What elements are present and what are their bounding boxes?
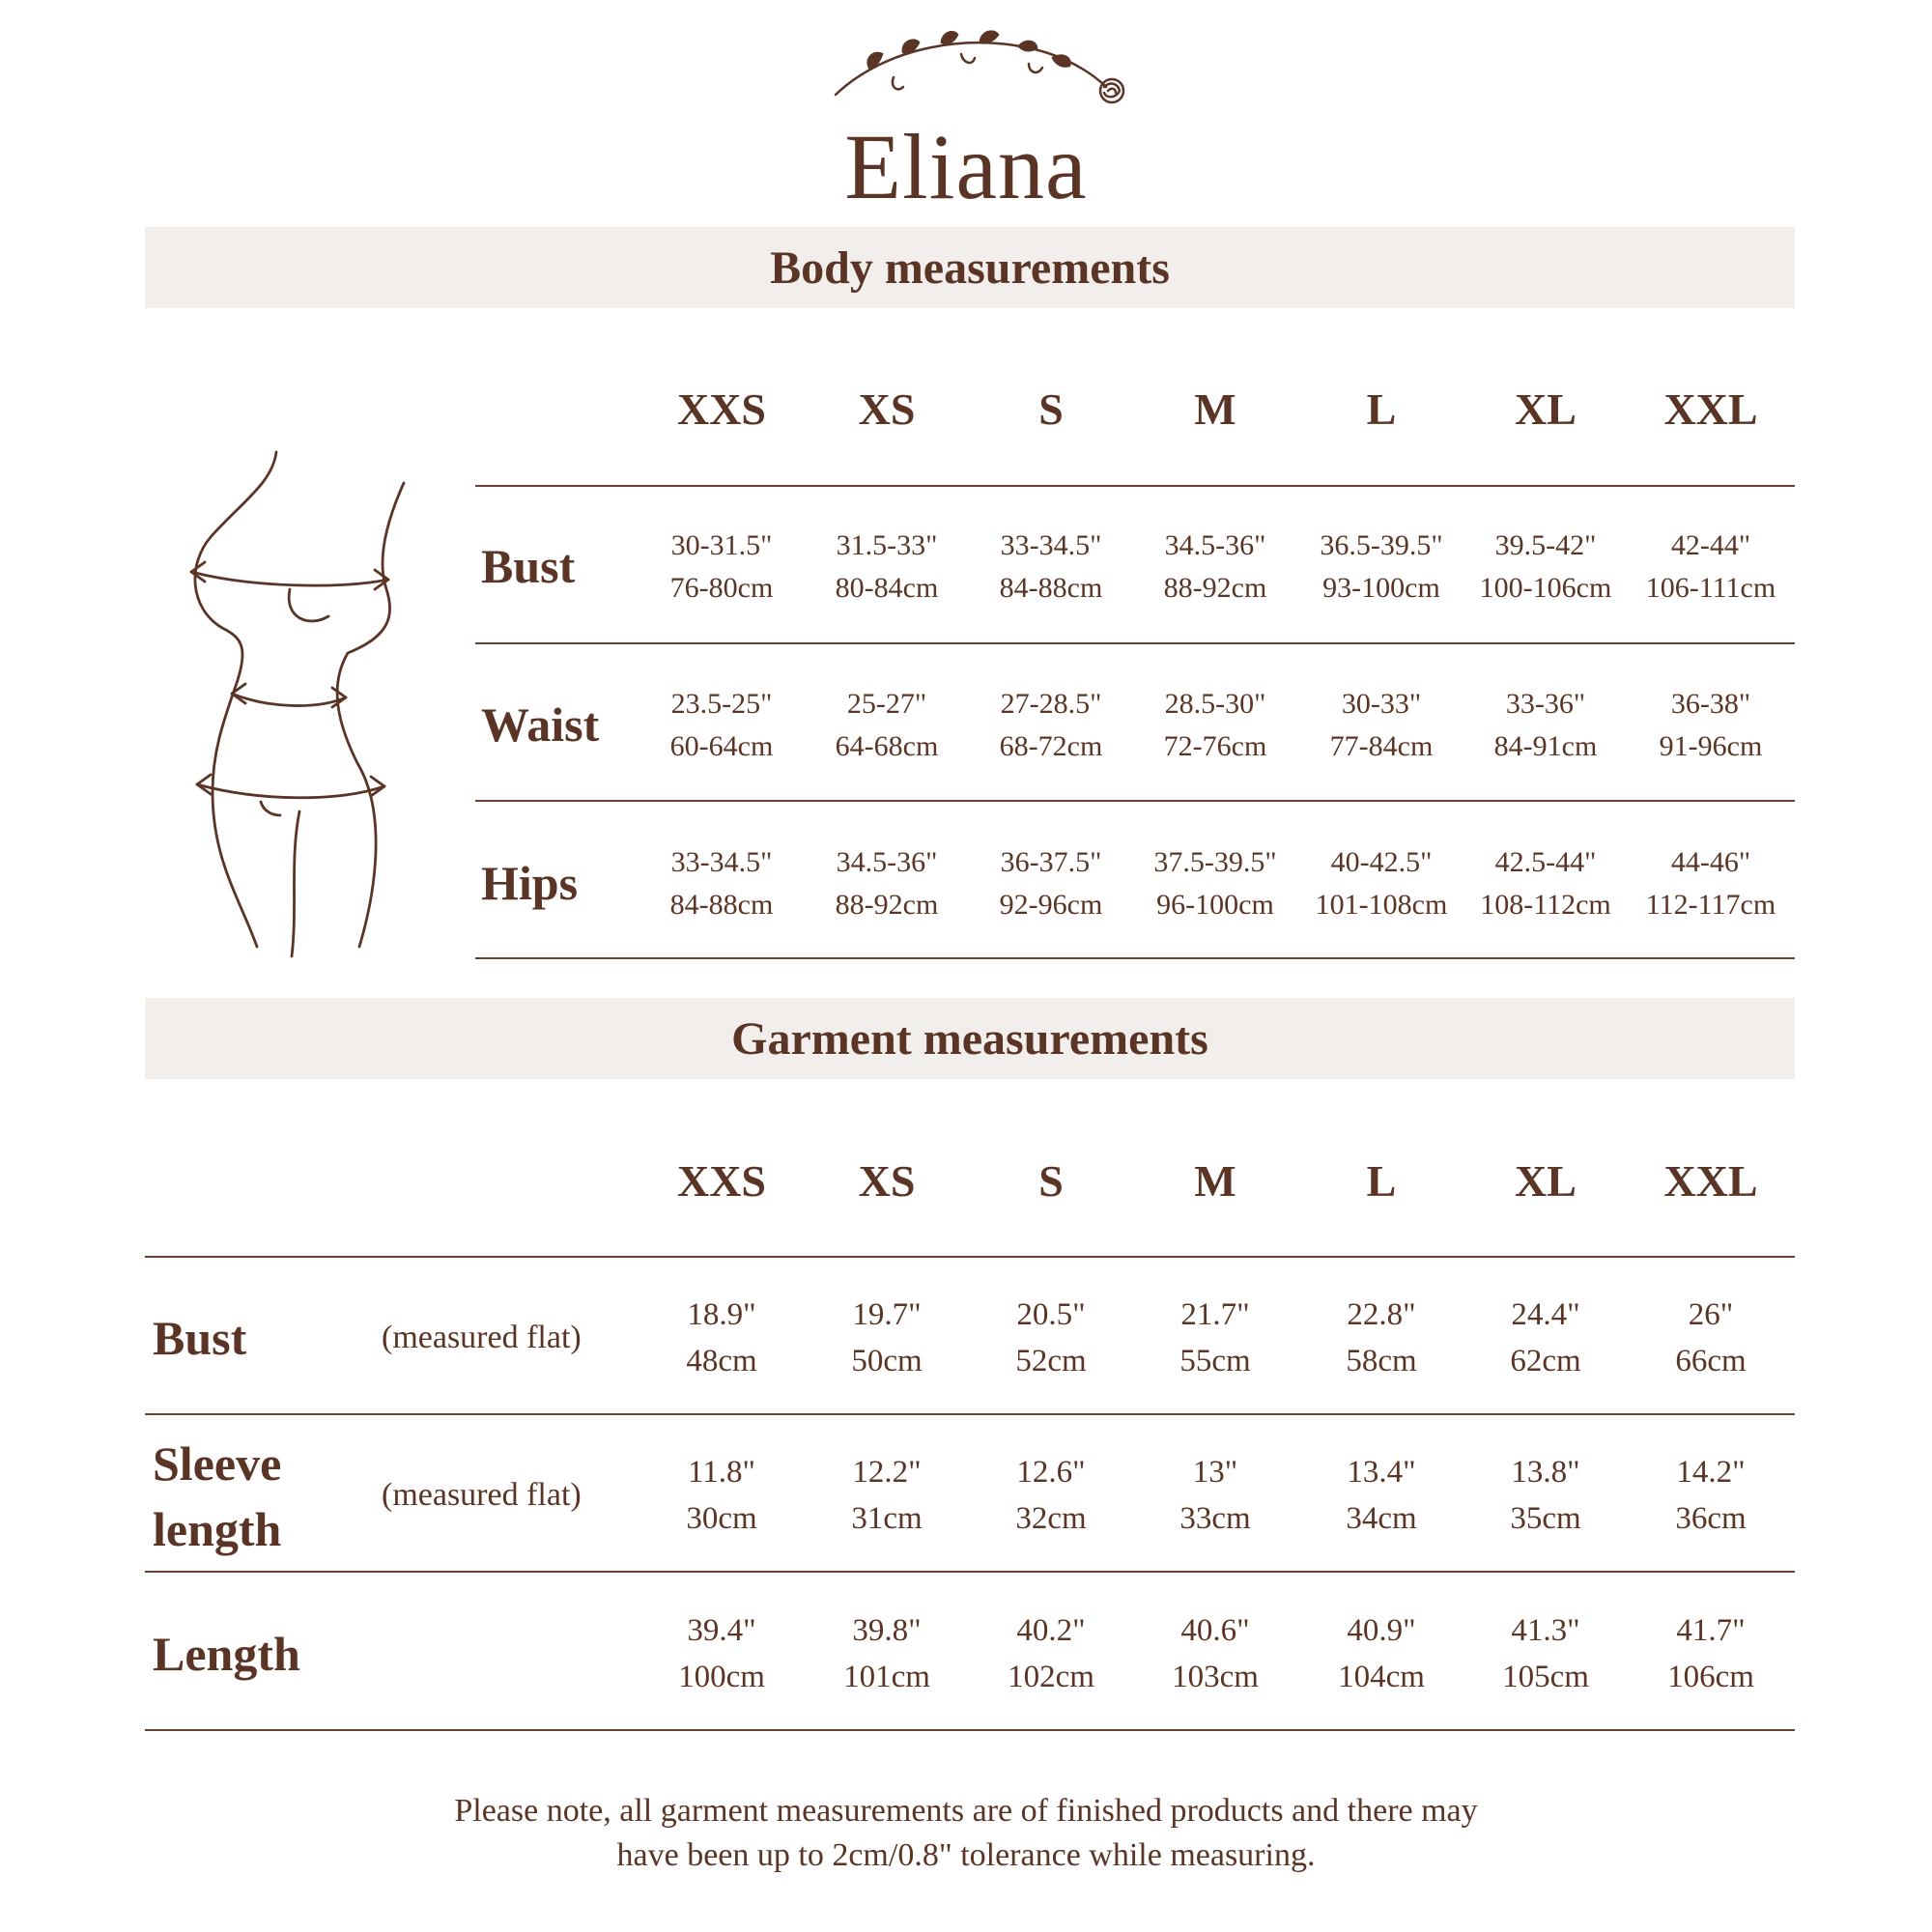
- body-section-title: Body measurements: [770, 242, 1170, 294]
- value-cm: 36cm: [1675, 1501, 1747, 1536]
- value-cm: 72-76cm: [1163, 730, 1267, 762]
- value-inch: 34.5-36": [836, 846, 938, 878]
- value-inch: 39.4": [687, 1613, 756, 1648]
- value-inch: 39.5-42": [1494, 529, 1597, 561]
- brand-name: Eliana: [844, 115, 1088, 218]
- garment-size-header: S: [1038, 1156, 1064, 1206]
- value-cm: 60-64cm: [669, 730, 774, 762]
- value-cm: 62cm: [1510, 1344, 1581, 1378]
- value-cm: 96-100cm: [1156, 889, 1274, 921]
- divider: [475, 800, 1795, 802]
- value-cm: 33cm: [1179, 1501, 1251, 1536]
- value-cm: 58cm: [1346, 1344, 1417, 1378]
- garment-section-title: Garment measurements: [731, 1012, 1208, 1065]
- value-inch: 27-28.5": [1000, 688, 1102, 720]
- value-inch: 24.4": [1511, 1297, 1580, 1332]
- value-cm: 88-92cm: [1163, 572, 1267, 604]
- body-row-label-bust: Bust: [481, 539, 576, 593]
- value-inch: 13": [1192, 1455, 1238, 1490]
- value-cm: 91-96cm: [1659, 730, 1763, 762]
- value-inch: 18.9": [687, 1297, 756, 1332]
- value-inch: 33-36": [1505, 688, 1586, 720]
- value-cm: 92-96cm: [999, 889, 1103, 921]
- value-inch: 26": [1688, 1297, 1734, 1332]
- divider: [145, 1571, 1795, 1573]
- value-cm: 35cm: [1510, 1501, 1581, 1536]
- value-inch: 30-31.5": [670, 529, 773, 561]
- value-cm: 100cm: [678, 1660, 765, 1694]
- value-cm: 101cm: [843, 1660, 930, 1694]
- value-inch: 12.2": [852, 1455, 922, 1490]
- body-size-header: XS: [858, 384, 916, 434]
- value-cm: 76-80cm: [669, 572, 774, 604]
- garment-row-note: (measured flat): [382, 1477, 582, 1513]
- divider: [475, 957, 1795, 959]
- garment-size-header: XS: [858, 1156, 916, 1206]
- body-row-label-hips: Hips: [481, 856, 579, 910]
- value-cm: 93-100cm: [1322, 572, 1440, 604]
- body-silhouette-icon: [184, 444, 425, 966]
- value-cm: 88-92cm: [835, 889, 939, 921]
- value-cm: 55cm: [1179, 1344, 1251, 1378]
- value-cm: 31cm: [851, 1501, 923, 1536]
- garment-size-header: XXL: [1663, 1156, 1758, 1206]
- garment-size-header: L: [1366, 1156, 1397, 1206]
- value-cm: 106cm: [1667, 1660, 1754, 1694]
- value-cm: 30cm: [686, 1501, 757, 1536]
- value-inch: 42-44": [1670, 529, 1751, 561]
- value-cm: 68-72cm: [999, 730, 1103, 762]
- divider: [475, 485, 1795, 487]
- value-cm: 84-88cm: [999, 572, 1103, 604]
- value-inch: 39.8": [852, 1613, 922, 1648]
- value-inch: 36.5-39.5": [1320, 529, 1443, 561]
- garment-size-header: XL: [1515, 1156, 1577, 1206]
- value-cm: 102cm: [1008, 1660, 1094, 1694]
- value-inch: 33-34.5": [670, 846, 773, 878]
- tolerance-note-line2: have been up to 2cm/0.8" tolerance while measuring.: [616, 1837, 1316, 1873]
- value-cm: 108-112cm: [1480, 889, 1611, 921]
- value-inch: 36-37.5": [1000, 846, 1102, 878]
- body-size-header: XXS: [676, 384, 767, 434]
- value-inch: 13.8": [1511, 1455, 1580, 1490]
- value-inch: 22.8": [1347, 1297, 1416, 1332]
- value-inch: 11.8": [688, 1455, 755, 1490]
- value-cm: 77-84cm: [1329, 730, 1434, 762]
- value-cm: 112-117cm: [1645, 889, 1776, 921]
- garment-row-label-sleeve-line2: length: [153, 1502, 282, 1556]
- divider: [145, 1413, 1795, 1415]
- value-inch: 21.7": [1180, 1297, 1250, 1332]
- garment-row-label-length: Length: [153, 1627, 300, 1681]
- body-section-header: [145, 227, 1795, 308]
- floral-branch-icon: [826, 19, 1135, 116]
- value-inch: 37.5-39.5": [1153, 846, 1277, 878]
- garment-row-label-sleeve: Sleeve: [153, 1436, 282, 1491]
- value-cm: 104cm: [1338, 1660, 1425, 1694]
- value-cm: 101-108cm: [1315, 889, 1448, 921]
- value-cm: 84-88cm: [669, 889, 774, 921]
- value-inch: 44-46": [1670, 846, 1751, 878]
- garment-row-note: (measured flat): [382, 1320, 582, 1355]
- value-inch: 33-34.5": [1000, 529, 1102, 561]
- body-size-header: XXL: [1663, 384, 1758, 434]
- tolerance-note-line1: Please note, all garment measurements are of finished products and there may: [454, 1793, 1478, 1829]
- value-inch: 40.9": [1347, 1613, 1416, 1648]
- value-cm: 105cm: [1502, 1660, 1589, 1694]
- value-cm: 106-111cm: [1645, 572, 1776, 604]
- value-inch: 12.6": [1016, 1455, 1086, 1490]
- body-size-header: XL: [1515, 384, 1577, 434]
- tolerance-note: [242, 1789, 1690, 1878]
- body-row-label-waist: Waist: [481, 697, 600, 752]
- value-inch: 41.3": [1511, 1613, 1580, 1648]
- value-inch: 31.5-33": [836, 529, 938, 561]
- garment-row-label-bust: Bust: [153, 1311, 247, 1365]
- value-inch: 19.7": [852, 1297, 922, 1332]
- value-inch: 14.2": [1676, 1455, 1746, 1490]
- value-cm: 50cm: [851, 1344, 923, 1378]
- value-cm: 66cm: [1675, 1344, 1747, 1378]
- value-cm: 52cm: [1015, 1344, 1087, 1378]
- value-cm: 34cm: [1346, 1501, 1417, 1536]
- value-inch: 28.5-30": [1164, 688, 1266, 720]
- divider: [145, 1256, 1795, 1258]
- value-inch: 42.5-44": [1494, 846, 1597, 878]
- divider: [475, 642, 1795, 644]
- value-cm: 80-84cm: [835, 572, 939, 604]
- value-cm: 103cm: [1172, 1660, 1259, 1694]
- value-cm: 64-68cm: [835, 730, 939, 762]
- value-cm: 32cm: [1015, 1501, 1087, 1536]
- value-cm: 84-91cm: [1493, 730, 1598, 762]
- value-inch: 20.5": [1016, 1297, 1086, 1332]
- value-cm: 48cm: [686, 1344, 757, 1378]
- divider: [145, 1729, 1795, 1731]
- value-inch: 40.2": [1016, 1613, 1086, 1648]
- value-inch: 23.5-25": [670, 688, 773, 720]
- value-inch: 41.7": [1676, 1613, 1746, 1648]
- garment-size-header: M: [1194, 1156, 1236, 1206]
- value-inch: 25-27": [846, 688, 927, 720]
- value-inch: 13.4": [1347, 1455, 1416, 1490]
- body-size-header: L: [1366, 384, 1397, 434]
- value-inch: 34.5-36": [1164, 529, 1266, 561]
- garment-size-header: XXS: [676, 1156, 767, 1206]
- value-inch: 40-42.5": [1330, 846, 1433, 878]
- value-inch: 40.6": [1180, 1613, 1250, 1648]
- value-inch: 30-33": [1341, 688, 1422, 720]
- value-inch: 36-38": [1670, 688, 1751, 720]
- body-size-header: S: [1038, 384, 1064, 434]
- value-cm: 100-106cm: [1479, 572, 1612, 604]
- garment-section-header: [145, 998, 1795, 1079]
- body-size-header: M: [1194, 384, 1236, 434]
